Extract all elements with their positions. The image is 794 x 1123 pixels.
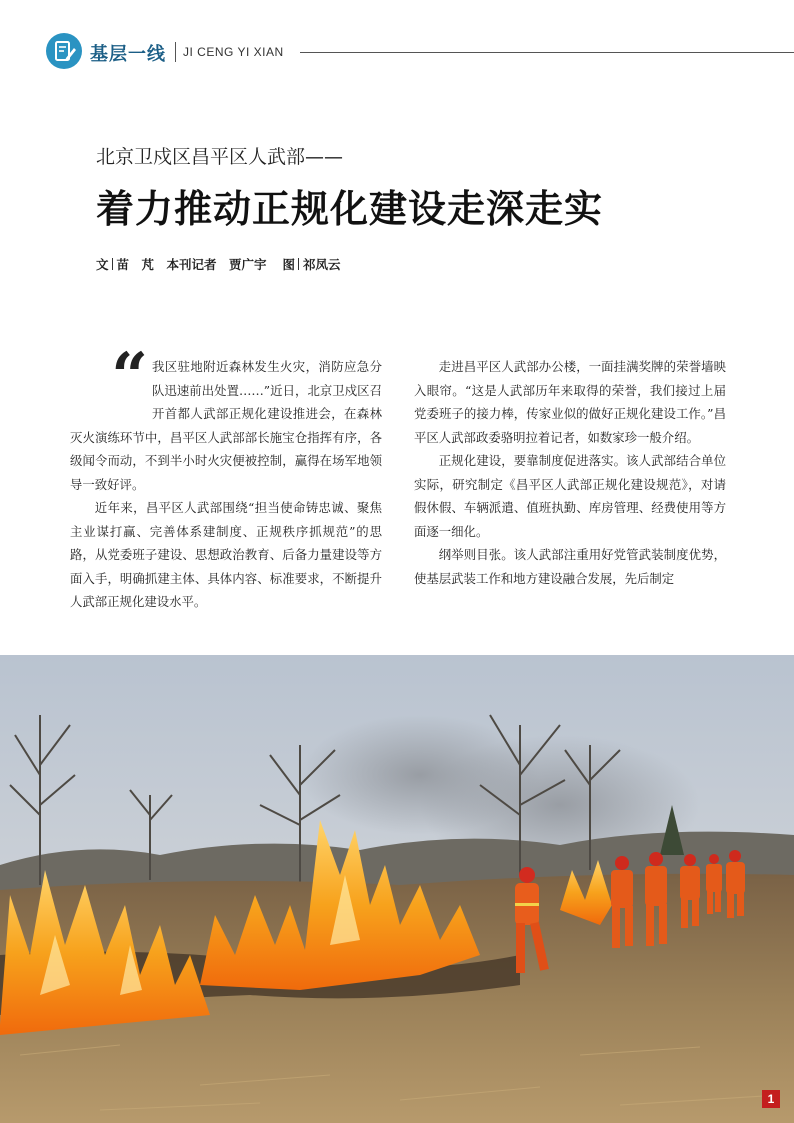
article-headline: 着力推动正规化建设走深走实: [96, 187, 604, 231]
header-divider: [175, 42, 176, 62]
header-rule: [300, 52, 794, 53]
byline-photo-label: 图: [282, 257, 296, 272]
article-kicker: 北京卫戍区昌平区人武部——: [96, 146, 344, 168]
section-badge: [46, 33, 82, 69]
section-subtitle: JI CENG YI XIAN: [183, 45, 284, 59]
forest-firefighting-drill-photo: [0, 655, 794, 1123]
page-number: 1: [762, 1090, 780, 1108]
section-title: 基层一线: [90, 44, 166, 65]
paragraph: 纲举则目张。该人武部注重用好党管武装制度优势，使基层武装工作和地方建设融合发展，先后制定: [414, 547, 726, 586]
byline-photographer: 祁凤云: [303, 257, 341, 272]
paragraph: 正规化建设，要靠制度促进落实。该人武部结合单位实际，研究制定《昌平区人武部正规化建设规范》，对请假休假、车辆派遣、值班执勤、库房管理、经费使用等方面逐一细化。: [414, 453, 726, 539]
opening-quote-mark: “: [111, 339, 148, 414]
article-column-left: [70, 339, 382, 614]
paragraph: 走进昌平区人武部办公楼，一面挂满奖牌的荣誉墙映入眼帘。“这是人武部历年来取得的荣誉，我们接过上届党委班子的接力棒，传家业似的做好正规化建设工作。”昌平区人武部政委骆明拉着记者，如数家珍一般介绍。: [414, 359, 726, 445]
byline-authors: 苗 芃 本刊记者 贾广宇: [116, 257, 267, 272]
paragraph: 我区驻地附近森林发生火灾，消防应急分队迅速前出处置……”近日，北京卫戍区召开首都人武部正规化建设推进会，在森林灭火演练环节中，昌平区人武部部长施宝仓指挥有序，各级闻令而动，不到半小时火灾便被控制，赢得在场军地领导一致好评。: [70, 359, 382, 492]
pen-notebook-icon: [46, 33, 82, 69]
article-byline: [96, 255, 357, 273]
byline-text-label: 文: [96, 257, 109, 272]
paragraph: 近年来，昌平区人武部围绕“担当使命铸忠诚、聚焦主业谋打赢、完善体系建制度、正规秩序抓规范”的思路，从党委班子建设、思想政治教育、后备力量建设等方面入手，明确抓建主体、具体内容、标准要求，不断提升人武部正规化建设水平。: [70, 500, 382, 609]
article-column-right: [414, 355, 726, 590]
